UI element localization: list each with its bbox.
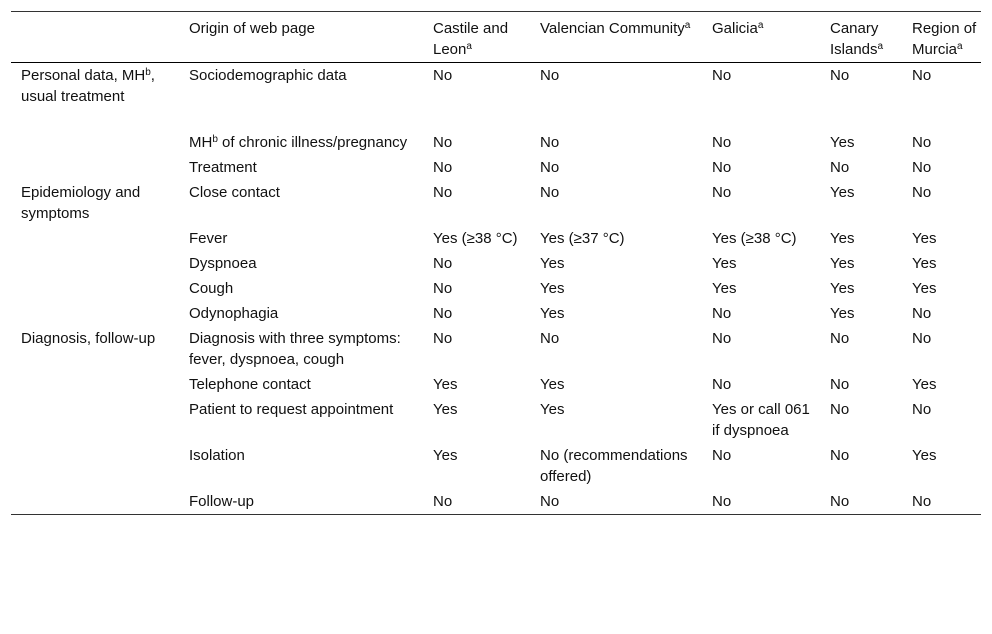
row-item: Follow-up <box>189 493 255 510</box>
cell-value: No <box>540 330 560 347</box>
cell-value: No <box>830 159 850 176</box>
cell-value: No <box>712 376 732 393</box>
cell-value: No <box>540 493 560 510</box>
table-row <box>11 326 981 372</box>
cell-value: Yes <box>912 230 937 247</box>
comparison-table <box>11 11 981 515</box>
cell-value: Yes <box>830 184 855 201</box>
cell-value: No <box>540 184 560 201</box>
cell-value: No <box>712 184 732 201</box>
cell-value: Yes <box>830 280 855 297</box>
cell-value: Yes <box>540 401 565 418</box>
header-region: Valencian Community$^a$ <box>540 20 691 37</box>
cell-value: Yes <box>912 447 937 464</box>
cell-value: No <box>712 447 732 464</box>
cell-value: Yes <box>540 255 565 272</box>
cell-value: Yes <box>540 376 565 393</box>
cell-value: No <box>433 134 453 151</box>
header-region: Region of Murcia$^a$ <box>912 20 977 58</box>
cell-value: Yes <box>830 230 855 247</box>
cell-value: No <box>912 493 932 510</box>
cell-value: No <box>712 134 732 151</box>
cell-value: No <box>433 305 453 322</box>
table-header-row <box>11 12 981 63</box>
cell-value: No <box>433 255 453 272</box>
cell-value: No <box>912 159 932 176</box>
cell-value: Yes (≥38 °C) <box>712 230 797 247</box>
row-item: Telephone contact <box>189 376 311 393</box>
header-region: Castile and Leon$^a$ <box>433 20 509 58</box>
cell-value: No <box>540 67 560 84</box>
cell-value: Yes <box>540 280 565 297</box>
cell-value: No <box>830 447 850 464</box>
cell-value: Yes <box>712 280 737 297</box>
row-item: Patient to request appointment <box>189 401 394 418</box>
row-item: Isolation <box>189 447 245 464</box>
row-item: Fever <box>189 230 228 247</box>
cell-value: No <box>540 159 560 176</box>
row-item: Dyspnoea <box>189 255 257 272</box>
row-item: Cough <box>189 280 234 297</box>
cell-value: No <box>912 134 932 151</box>
cell-value: No <box>912 330 932 347</box>
cell-value: No <box>912 305 932 322</box>
cell-value: Yes (≥38 °C) <box>433 230 518 247</box>
group-label-personal: Personal data, $MH^b$, usual treatment <box>21 67 155 105</box>
cell-value: No <box>540 134 560 151</box>
group-label-diagnosis: Diagnosis, follow-up <box>21 330 156 347</box>
row-item: $MH^b$ of chronic illness/pregnancy <box>189 134 408 151</box>
cell-value: No <box>912 67 932 84</box>
cell-value: No <box>912 401 932 418</box>
cell-value: Yes <box>433 401 458 418</box>
cell-value: No <box>712 159 732 176</box>
cell-value: Yes <box>712 255 737 272</box>
group-label-epidemiology: Epidemiology and symptoms <box>21 184 141 222</box>
cell-value: No <box>830 330 850 347</box>
cell-value: No <box>912 184 932 201</box>
cell-value: No <box>712 493 732 510</box>
cell-value: Yes <box>830 134 855 151</box>
cell-value: No <box>830 67 850 84</box>
cell-value: Yes <box>912 280 937 297</box>
cell-value: Yes <box>433 376 458 393</box>
cell-value: No <box>712 305 732 322</box>
cell-value: No <box>830 401 850 418</box>
cell-value: Yes <box>912 255 937 272</box>
row-item: Close contact <box>189 184 280 201</box>
cell-value: No <box>712 330 732 347</box>
cell-value: Yes (≥37 °C) <box>540 230 625 247</box>
cell-value: No <box>433 184 453 201</box>
cell-value: Yes <box>540 305 565 322</box>
cell-value: No <box>830 376 850 393</box>
row-item: Treatment <box>189 159 257 176</box>
cell-value: Yes or call 061 if dyspnoea <box>712 401 810 439</box>
row-item: Odynophagia <box>189 305 279 322</box>
header-empty-cell <box>11 12 179 63</box>
header-region: Galicia$^a$ <box>712 20 764 37</box>
cell-value: Yes <box>433 447 458 464</box>
cell-value: Yes <box>830 305 855 322</box>
cell-value: No <box>433 330 453 347</box>
cell-value: No <box>830 493 850 510</box>
comparison-table-container <box>11 11 981 515</box>
cell-value: Yes <box>830 255 855 272</box>
cell-value: Yes <box>912 376 937 393</box>
table-row <box>11 63 981 131</box>
cell-value: No <box>433 159 453 176</box>
table-row <box>11 180 981 226</box>
cell-value: No <box>433 493 453 510</box>
row-item: Sociodemographic data <box>189 67 347 84</box>
cell-value: No <box>433 280 453 297</box>
cell-value: No <box>433 67 453 84</box>
header-region: Canary Islands$^a$ <box>830 20 884 58</box>
header-origin: Origin of web page <box>189 20 315 37</box>
row-item: Diagnosis with three symptoms: fever, dyspnoea, cough <box>189 330 401 368</box>
cell-value: No (recommendations offered) <box>540 447 688 485</box>
cell-value: No <box>712 67 732 84</box>
